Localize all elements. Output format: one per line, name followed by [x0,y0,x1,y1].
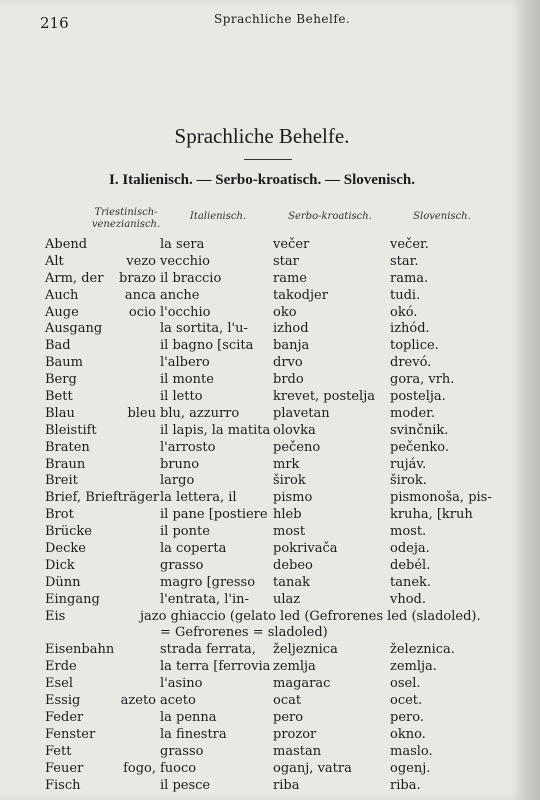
serbo-croatian-word: pečeno [273,439,321,455]
italian-word: il lapis, la matita [160,422,271,438]
vocabulary-row [0,372,524,389]
vocabulary-row [0,558,524,575]
german-word: Feder [45,709,84,725]
serbo-croatian-word: širok [273,473,306,489]
serbo-croatian-word: mrk [273,456,300,472]
german-word: Ausgang [45,321,103,337]
serbo-croatian-word: pokrivača [273,541,338,557]
german-word: Arm, der [45,270,104,286]
serbo-croatian-word: tanak [273,574,310,590]
serbo-croatian-word: izhod [273,321,309,337]
vocabulary-row [0,406,524,423]
vocabulary-row [0,541,524,558]
slovenian-word: širok. [390,473,427,489]
vocabulary-row [0,457,524,474]
triestine-word: vezo [126,253,156,269]
column-header-slovenisch: Slovenisch. [413,211,471,222]
chapter-title: Sprachliche Behelfe. [174,124,350,148]
serbo-croatian-word: krevet, postelja [273,389,375,405]
german-word: Breit [45,473,78,489]
slovenian-word: drevó. [390,355,432,371]
vocabulary-row [0,440,524,457]
italian-word: la sortita, l'u- [160,321,248,337]
vocabulary-row [0,693,524,710]
serbo-croatian-word: prozor [273,726,317,742]
german-word: Fett [45,743,72,759]
vocabulary-row [0,524,524,541]
slovenian-word: osel. [390,676,421,692]
serbo-croatian-word: plavetan [273,405,330,421]
german-word: Auge [45,304,79,320]
serbo-croatian-word: ocat [273,693,302,709]
slovenian-word: tudi. [390,287,421,303]
german-word: Bleistift [45,422,97,438]
italian-word: magro [gresso [160,574,256,590]
german-word: Braten [45,439,90,455]
triestine-word: fogo, [123,760,156,776]
slovenian-word: svinčnik. [390,422,449,438]
slovenian-word: gora, vrh. [390,372,455,388]
slovenian-word: vhod. [390,591,426,607]
serbo-croatian-word: olovka [273,422,316,438]
serbo-croatian-word: pismo [273,490,313,506]
section-heading: I. Italienisch. — Serbo-kroatisch. — Slovenisch. [109,172,415,188]
serbo-croatian-word: zemlja [273,659,316,675]
serbo-croatian-word: ulaz [273,591,301,607]
italian-word: il bagno [scita [160,338,254,354]
slovenian-word: riba. [390,777,421,793]
german-word: Decke [45,541,86,557]
vocabulary-row [0,338,524,355]
slovenian-word: star. [390,253,419,269]
vocabulary-row [0,575,524,592]
triestine-word: brazo [119,270,156,286]
german-word: Feuer [45,760,84,776]
vocabulary-row [0,609,524,626]
german-word: Brücke [45,524,92,540]
serbo-croatian-word: takodjer [273,287,328,303]
slovenian-word: rama. [390,270,429,286]
serbo-croatian-word: most [273,524,306,540]
serbo-croatian-word: brdo [273,372,304,388]
column-header-italienisch: Italienisch. [189,211,247,222]
vocabulary-row [0,321,524,338]
slovenian-word: večer. [390,237,429,252]
italian-word: l'asino [160,676,203,692]
vocabulary-row [0,237,524,254]
german-word: Blau [45,405,75,421]
italian-word: l'entrata, l'in- [160,591,249,607]
triestine-word: anca [124,287,156,303]
slovenian-word: pismonoša, pis- [390,490,492,506]
italian-word: il pesce [160,777,211,793]
vocabulary-row [0,423,524,440]
vocabulary-row [0,355,524,372]
german-word: Auch [45,287,79,303]
german-word: Dünn [45,574,81,590]
vocabulary-row [0,727,524,744]
italian-word: il ponte [160,524,210,540]
german-word: Essig [45,693,81,709]
slovenian-word: maslo. [390,743,433,759]
german-word: Esel [45,676,74,692]
column-header-triestinisch: Triestinisch-venezianisch. [91,207,161,230]
serbo-croatian-word: magarac [273,676,331,692]
serbo-croatian-word: riba [273,777,300,793]
german-word: Dick [45,557,75,573]
italian-word: il letto [160,389,203,405]
slovenian-word: pero. [390,709,424,725]
italian-word: l'occhio [160,304,211,320]
italian-word: l'albero [160,355,210,371]
serbo-croatian-word: pero [273,709,304,725]
german-word: Eis [45,608,66,624]
page-number: 216 [40,14,69,32]
italian-word: strada ferrata, [160,642,256,658]
german-word: Bad [45,338,71,354]
vocabulary-row [0,744,524,761]
entry-continuation: = Gefrorenes = sladoled) [160,625,328,641]
italian-word: l'arrosto [160,439,216,455]
vocabulary-row [0,592,524,609]
german-word: Erde [45,659,77,675]
german-word: Bett [45,389,73,405]
vocabulary-row [0,710,524,727]
german-word: Baum [45,355,84,371]
vocabulary-row [0,676,524,693]
running-head: Sprachliche Behelfe. [214,12,351,26]
vocabulary-row [0,659,524,676]
vocabulary-row [0,625,524,642]
german-word: Abend [45,237,88,252]
triestine-word: azeto [120,693,156,709]
italian-word: vecchio [160,253,210,269]
vocabulary-row [0,271,524,288]
italian-word: la penna [160,709,217,725]
italian-word: la coperta [160,541,227,557]
slovenian-word: tanek. [390,574,432,590]
italian-word: blu, azzurro [160,405,240,421]
italian-word: grasso [160,557,204,573]
vocabulary-row [0,778,524,795]
slovenian-word: izhód. [390,321,430,337]
german-word: Braun [45,456,86,472]
slovenian-word: moder. [390,405,436,421]
slovenian-word: železnica. [390,642,455,658]
vocabulary-row [0,507,524,524]
german-word: Eisenbahn [45,642,115,658]
serbo-croatian-word: oko [273,304,297,320]
german-word: Fenster [45,726,96,742]
serbo-croatian-word: drvo [273,355,303,371]
italian-word: la finestra [160,726,227,742]
serbo-croatian-word: banja [273,338,310,354]
slovenian-word: okno. [390,726,426,742]
slovenian-word: zemlja. [390,659,437,675]
slovenian-word: rujáv. [390,456,427,472]
triestine-word: ocio [128,304,156,320]
german-word: Berg [45,372,77,388]
serbo-croatian-word: hleb [273,507,302,523]
italian-word: il braccio [160,270,222,286]
italian-word: bruno [160,456,200,472]
italian-word: aceto [160,693,196,709]
vocabulary-row [0,288,524,305]
german-word: Alt [45,253,64,269]
slovenian-word: pečenko. [390,439,449,455]
german-word: Eingang [45,591,100,607]
slovenian-word: ocet. [390,693,423,709]
title-rule [244,159,292,160]
italian-word: la sera [160,237,205,252]
slovenian-word: ogenj. [390,760,431,776]
slovenian-word: odeja. [390,541,430,557]
italian-word: fuoco [160,760,197,776]
serbo-croatian-word: rame [273,270,307,286]
serbo-croatian-word: oganj, vatra [273,760,352,776]
slovenian-word: most. [390,524,427,540]
vocabulary-row [0,305,524,322]
vocabulary-row [0,389,524,406]
german-word: Fisch [45,777,81,793]
vocabulary-row [0,761,524,778]
vocabulary-list [0,237,524,794]
slovenian-word: postelja. [390,389,446,405]
german-word: Brief, Briefträger [45,490,160,506]
italian-word: il monte [160,372,214,388]
italian-word: largo [160,473,195,489]
triestine-word: bleu [127,405,156,421]
italian-word: il pane [postiere [160,507,268,523]
italian-word: anche [160,287,200,303]
italian-word: la terra [ferrovia [160,659,271,675]
slovenian-word: debél. [390,557,431,573]
serbo-croatian-word: večer [273,237,310,252]
serbo-croatian-word: debeo [273,557,313,573]
entry-line: jazo ghiaccio (gelato led (Gefrorenes led (sladoled). [140,608,481,624]
serbo-croatian-word: željeznica [273,642,338,658]
vocabulary-row [0,642,524,659]
vocabulary-row [0,490,524,507]
serbo-croatian-word: mastan [273,743,322,759]
page-edge [524,0,540,800]
slovenian-word: okó. [390,304,418,320]
slovenian-word: toplice. [390,338,439,354]
column-header-serbo-kroatisch: Serbo-kroatisch. [288,211,372,222]
italian-word: la lettera, il [160,490,237,506]
german-word: Brot [45,507,74,523]
slovenian-word: kruha, [kruh [390,507,473,523]
vocabulary-row [0,473,524,490]
vocabulary-row [0,254,524,271]
serbo-croatian-word: star [273,253,299,269]
italian-word: grasso [160,743,204,759]
